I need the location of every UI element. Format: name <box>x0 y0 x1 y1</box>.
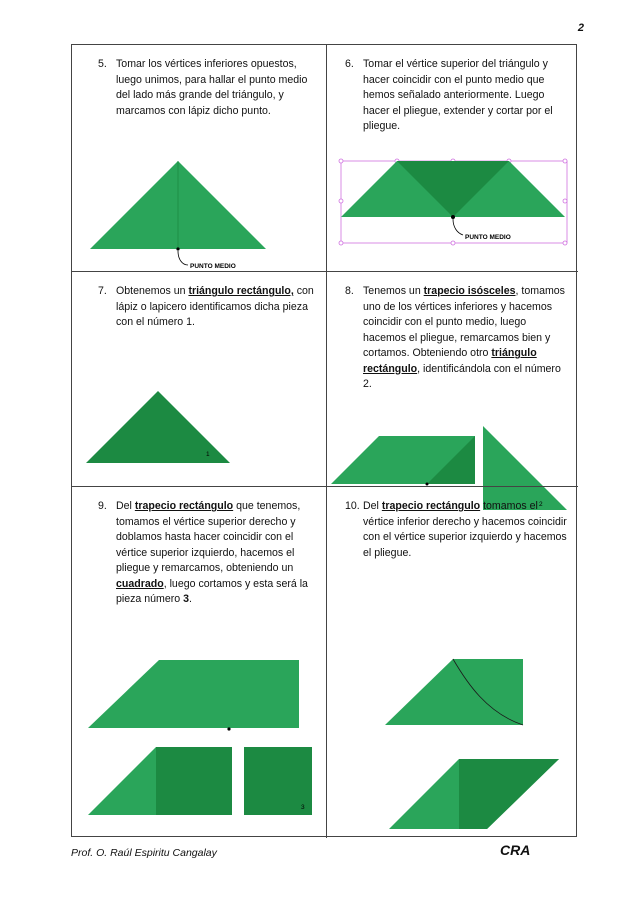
step-number: 6. <box>345 58 354 70</box>
step-text-after: tomamos el vértice inferior derecho y hacemos coincidir con el vértice superior izquierdo y hacemos el pliegue. <box>363 500 567 559</box>
term-trapecio-rectangulo: trapecio rectángulo <box>381 500 481 512</box>
piece-number: 1 <box>206 451 210 458</box>
step-9-figure <box>72 487 326 839</box>
step-text-after: , luego cortamos y esta será la pieza número <box>116 577 308 605</box>
step-text-mid: , tomamos uno de los vértices inferiores y hacemos coincidir con el punto medio, luego hacemos el pliegue, remarcamos bien y cortamos. Obteniendo otro <box>363 285 565 359</box>
step-9-cell <box>72 486 326 838</box>
step-text-before: Del <box>116 500 135 512</box>
step-number: 8. <box>345 285 354 297</box>
right-trapezoid-shape <box>88 660 299 728</box>
step-text-after: con lápiz o lapicero identificamos dicha pieza con el número 1. <box>116 285 314 328</box>
instruction-grid <box>71 44 577 837</box>
step-7-cell <box>72 271 326 486</box>
term-cuadrado: cuadrado <box>116 577 164 590</box>
footer-org: CRA <box>500 842 531 858</box>
step-6-figure <box>327 45 579 271</box>
step-text-end: . <box>189 593 192 605</box>
step-7-figure <box>72 272 326 487</box>
step-5-cell <box>72 45 326 271</box>
step-text-before: Del <box>363 500 382 512</box>
step-6-cell <box>326 45 578 271</box>
piece-number: 2 <box>539 501 543 508</box>
step-10-cell <box>326 486 578 838</box>
piece-number-3: 3 <box>183 593 190 605</box>
footer-author <box>71 847 217 859</box>
punto-medio-label: PUNTO MEDIO <box>190 263 236 270</box>
folded-flap-shape <box>459 759 559 829</box>
step-10-figure <box>327 487 579 839</box>
term-triangulo-rectangulo: triángulo rectángulo, <box>188 285 294 297</box>
step-text: Tomar los vértices inferiores opuestos, luego unimos, para hallar el punto medio del lado más grande del triángulo, y marcamos con lápiz dicho punto. <box>116 58 308 117</box>
step-number: 5. <box>98 58 107 70</box>
step-number: 9. <box>98 500 107 512</box>
piece-number: 3 <box>301 804 305 811</box>
punto-medio-label: PUNTO MEDIO <box>465 234 511 241</box>
step-5-figure <box>72 45 326 271</box>
step-text-before: Obtenemos un <box>116 285 189 297</box>
square-fold-shape <box>156 747 232 815</box>
step-number: 10. <box>345 500 360 512</box>
step-text-before: Tenemos un <box>363 285 424 297</box>
step-text: Tomar el vértice superior del triángulo y hacer coincidir con el punto medio que hemos señalado anteriormente. Luego hacer el pliegue, extender y cortar por el pliegue. <box>363 58 553 132</box>
step-text-mid: que tenemos, tomamos el vértice superior derecho y doblamos hasta hacer coincidir con el vértice superior izquierdo, hacemos el pliegue y remarcamos, obteniendo un <box>116 500 301 574</box>
term-trapecio-rectangulo: trapecio rectángulo <box>134 500 234 512</box>
step-text-after: , identificándola con el número 2. <box>363 362 561 390</box>
footer-prefix: Prof. <box>71 847 97 859</box>
term-trapecio-isosceles: trapecio isósceles <box>423 285 516 297</box>
step-number: 7. <box>98 285 107 297</box>
author-name: O. Raúl Espiritu Cangalay <box>96 847 217 859</box>
term-triangulo-rectangulo: triángulo rectángulo <box>363 347 537 375</box>
page-number: 2 <box>577 22 584 34</box>
